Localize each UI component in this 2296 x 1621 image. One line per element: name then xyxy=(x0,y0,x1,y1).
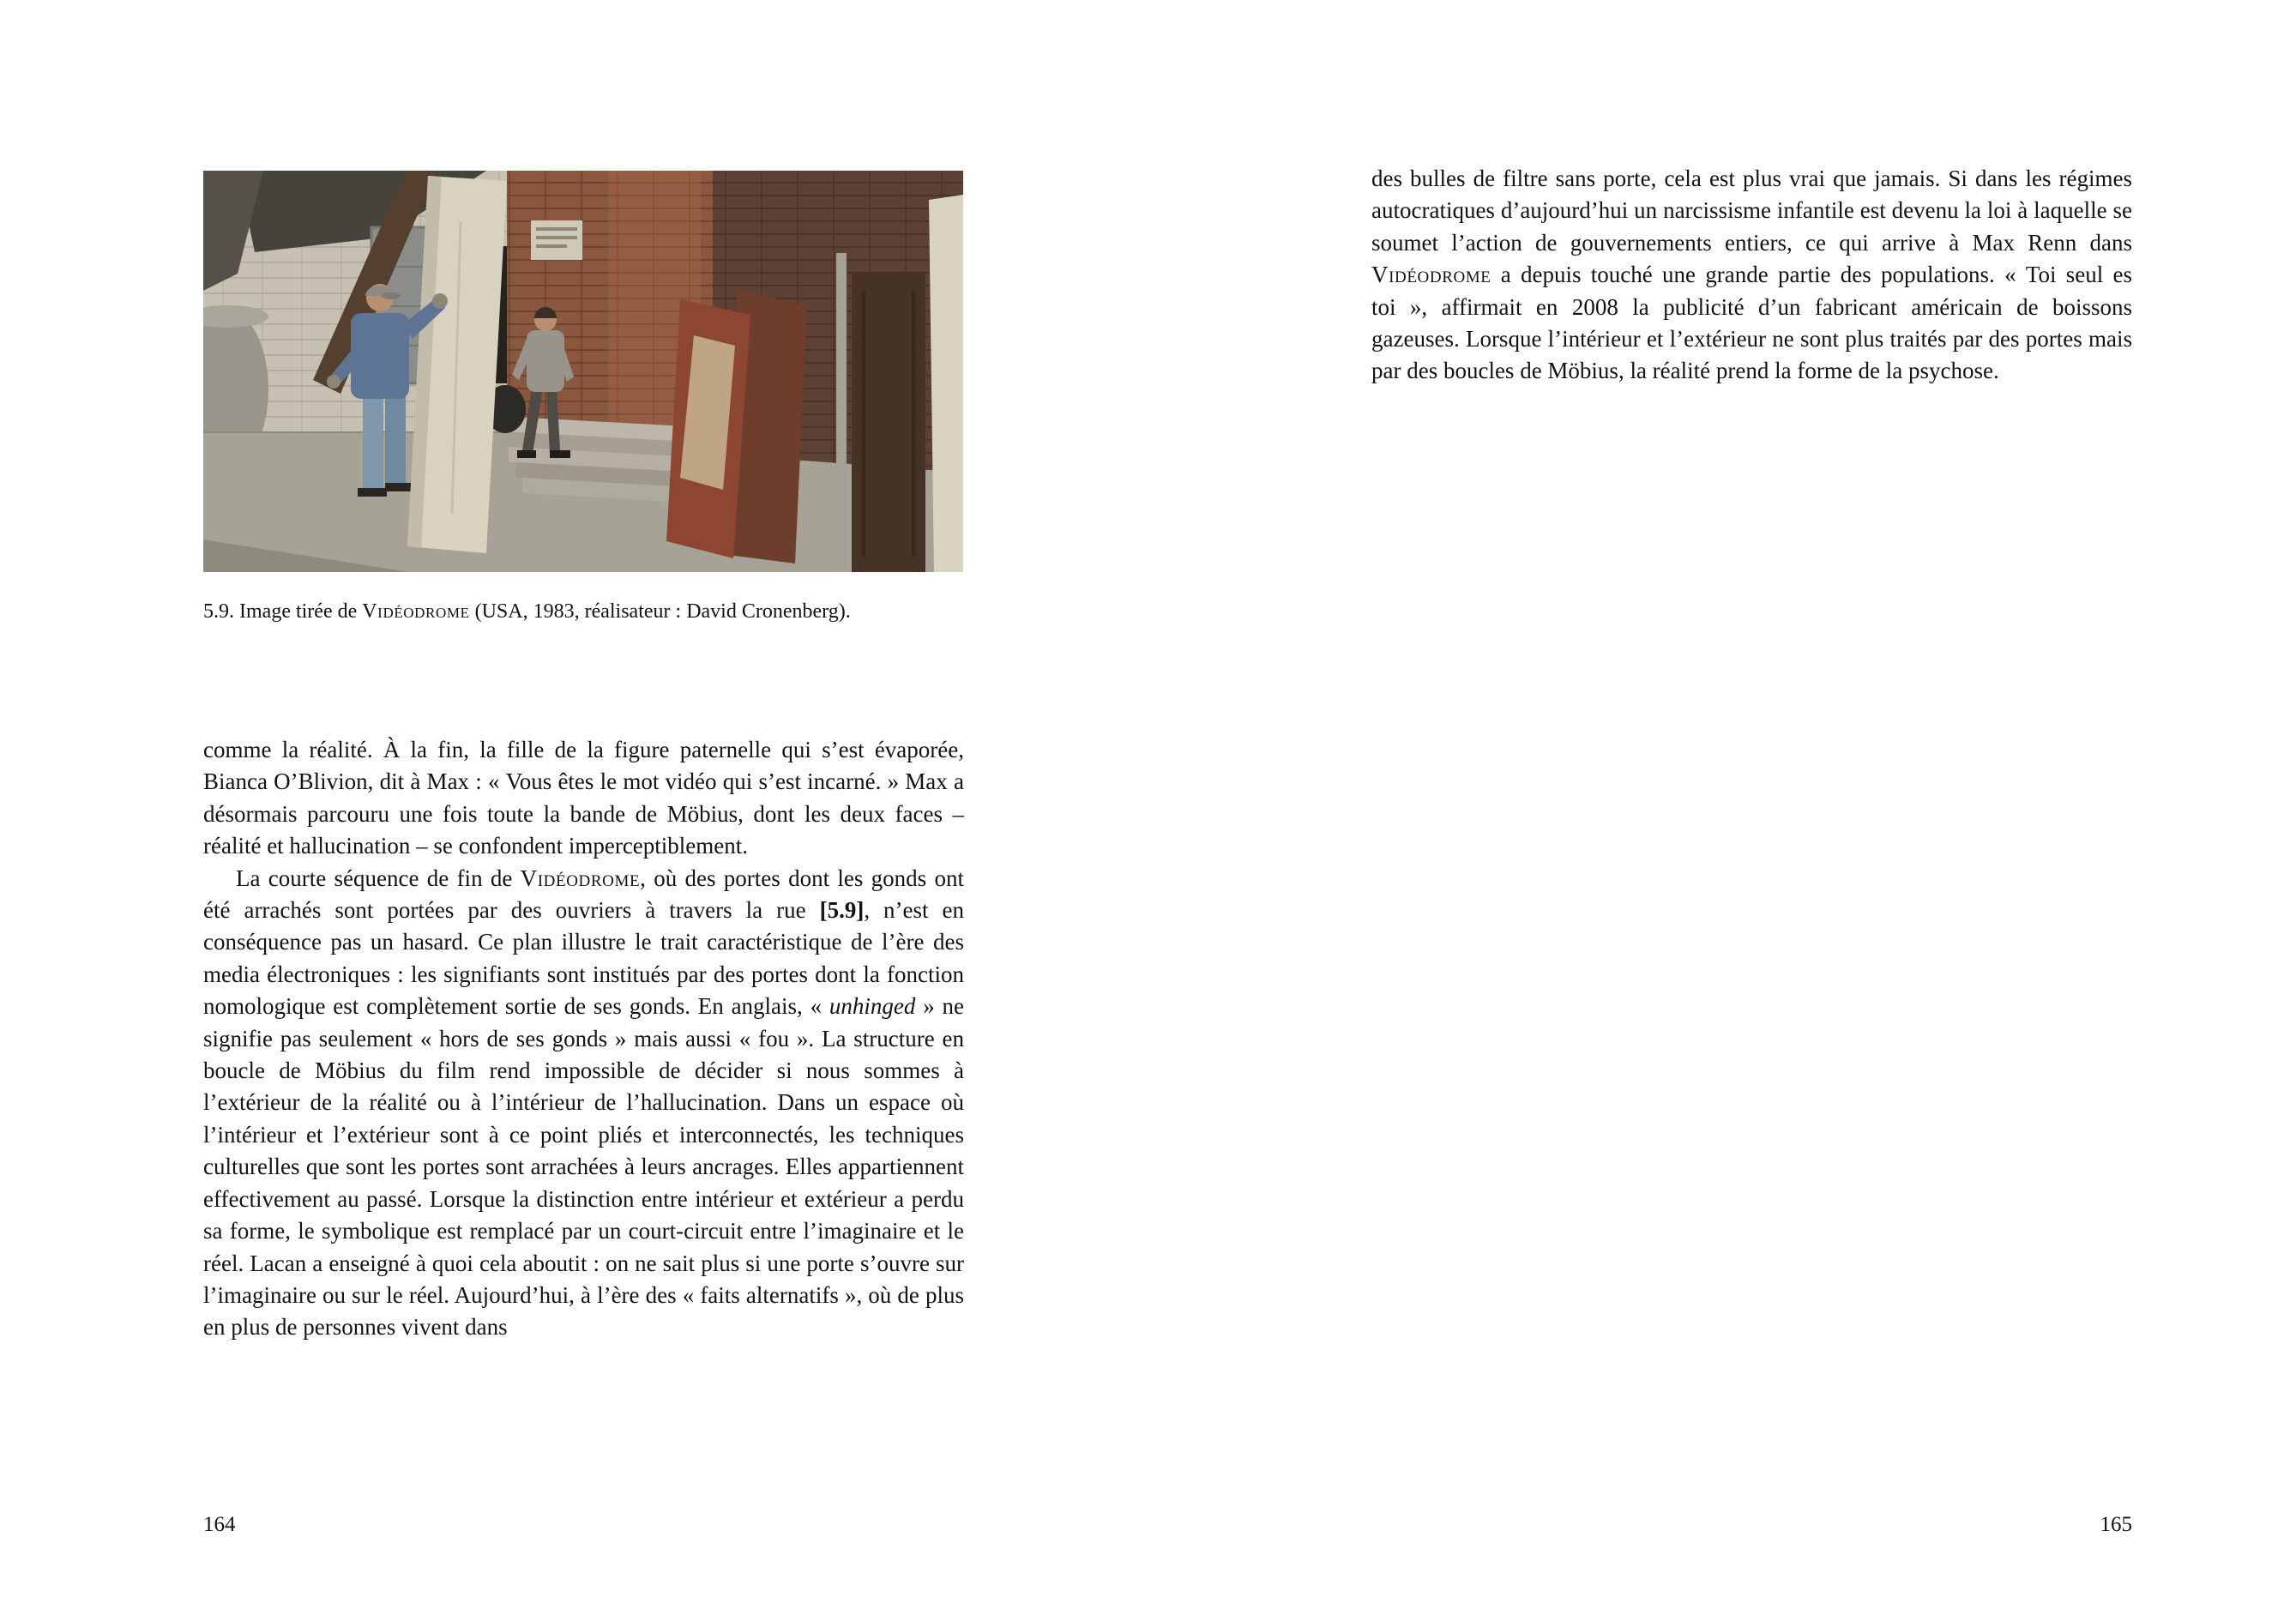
figure-5-9 xyxy=(203,171,963,572)
text-run: 5.9. Image tirée de xyxy=(203,600,363,623)
text-run: » ne signifie pas seulement « hors de ses gonds » mais aussi « fou ». La structure en boucle de Möbius du film rend impossible de décider si nous sommes à l’extérieur de la réalité ou à l’intérieur de l’hallucination. Dans un espace où l’intérieur et l’extérieur sont à ce point pliés et interconnectés, les techniques culturelles que sont les portes sont arrachées à leurs ancrages. Elles appartiennent effectivement au passé. Lorsque la distinction entre intérieur et extérieur a perdu sa forme, le symbolique est remplacé par un court-circuit entre l’imaginaire et le réel. Lacan a enseigné à quoi cela aboutit : on ne sait plus si une porte s’ouvre sur l’imaginaire ou sur le réel. Aujourd’hui, à l’ère des « faits alternatifs », où de plus en plus de personnes vivent dans xyxy=(203,993,964,1341)
page-number-right: 165 xyxy=(2100,1513,2132,1536)
leaning-doors xyxy=(666,289,807,563)
text-italic: unhinged xyxy=(829,993,916,1020)
text-smallcaps: Vidéodrome xyxy=(362,600,470,623)
text-smallcaps: Vidéodrome xyxy=(1371,262,1491,288)
text-run: a depuis touché une grande partie des populations. « Toi seul es toi », affirmait en 2008 la publicité d’un fabricant américain de boissons gazeuses. Lorsque l’intérieur et l’extérieur ne sont plus traités par des portes mais par des boucles de Möbius, la réalité prend la forme de la psychose. xyxy=(1371,262,2132,384)
right-page-text xyxy=(1371,163,2132,388)
text-bold: [5.9] xyxy=(819,897,865,924)
text-run: La courte séquence de fin de xyxy=(236,865,521,891)
figure-caption xyxy=(203,598,975,625)
left-page-text xyxy=(203,734,964,1344)
paragraph xyxy=(1371,163,2132,388)
text-run: (USA, 1983, réalisateur : David Cronenberg). xyxy=(469,600,851,623)
videodrome-film-still xyxy=(203,171,963,572)
text-run: , n’est en conséquence pas un hasard. Ce plan illustre le trait caractéristique de l’ère des media électroniques : les signifiants sont institués par des portes dont la fonction nomologique est complètement sortie de ses gonds. En anglais, « xyxy=(203,897,965,1020)
white-door-frame xyxy=(929,195,963,572)
text-run: comme la réalité. À la fin, la fille de la figure paternelle qui s’est évaporée, Bianca O’Blivion, dit à Max : « Vous êtes le mot vidéo qui s’est incarné. » Max a désormais parcouru une fois toute la bande de Möbius, dont les deux faces – réalité et hallucination – se confondent imperceptiblement. xyxy=(203,737,964,859)
drainpipe xyxy=(836,253,847,572)
text-run: des bulles de filtre sans porte, cela est plus vrai que jamais. Si dans les régimes autocratiques d’aujourd’hui un narcissisme infantile est devenu la loi à laquelle se soumet l’action de gouvernements entiers, ce qui arrive à Max Renn dans xyxy=(1371,166,2132,256)
dark-brown-door xyxy=(852,272,925,572)
text-run: , où des portes dont les gonds ont été arrachés sont portées par des ouvriers à travers la rue xyxy=(203,865,964,924)
page-number-left: 164 xyxy=(203,1513,236,1536)
wall-sign xyxy=(531,220,582,260)
text-smallcaps: Vidéodrome xyxy=(520,865,641,891)
paragraph xyxy=(203,863,964,1344)
paragraph xyxy=(203,734,964,863)
